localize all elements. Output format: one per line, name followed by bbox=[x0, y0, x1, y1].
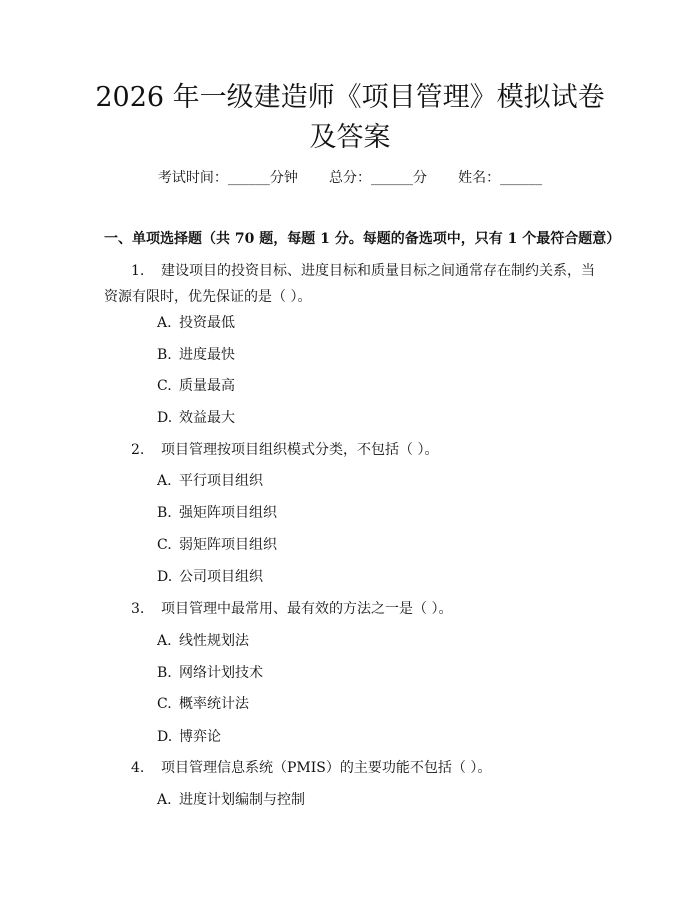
option-text: 强矩阵项目组织 bbox=[179, 505, 277, 521]
total-score-blank: ______ bbox=[371, 170, 413, 186]
option-letter: A. bbox=[157, 792, 172, 808]
exam-info-line bbox=[0, 168, 700, 188]
option-letter: A. bbox=[157, 315, 172, 331]
option-letter: D. bbox=[157, 410, 173, 426]
option-item bbox=[157, 567, 263, 587]
option-item bbox=[157, 471, 263, 491]
page-title: 2026 年一级建造师《项目管理》模拟试卷及答案 bbox=[95, 82, 605, 153]
option-text: 进度最快 bbox=[179, 347, 235, 363]
option-item bbox=[157, 727, 221, 747]
option-letter: C. bbox=[157, 378, 172, 394]
total-score-unit: 分 bbox=[413, 170, 427, 186]
option-letter: C. bbox=[157, 537, 172, 553]
option-text: 弱矩阵项目组织 bbox=[179, 537, 277, 553]
option-letter: D. bbox=[157, 569, 173, 585]
exam-time-blank: ______ bbox=[227, 170, 270, 186]
question-stem bbox=[104, 437, 598, 463]
option-text: 网络计划技术 bbox=[179, 665, 263, 681]
option-letter: A. bbox=[157, 473, 172, 489]
question-stem bbox=[104, 258, 598, 310]
option-text: 概率统计法 bbox=[179, 696, 249, 712]
option-letter: D. bbox=[157, 729, 173, 745]
option-item bbox=[157, 631, 249, 651]
option-item bbox=[157, 694, 249, 714]
option-letter: B. bbox=[157, 665, 172, 681]
total-score-label: 总分： bbox=[329, 170, 371, 186]
option-item bbox=[157, 535, 277, 555]
option-text: 进度计划编制与控制 bbox=[179, 792, 305, 808]
question-text: 项目管理中最常用、最有效的方法之一是（ ）。 bbox=[161, 601, 453, 617]
name-label: 姓名： bbox=[458, 170, 501, 186]
question-number: 1. bbox=[131, 263, 145, 279]
question-stem bbox=[104, 755, 598, 781]
option-text: 线性规划法 bbox=[179, 633, 249, 649]
option-text: 效益最大 bbox=[179, 410, 235, 426]
option-letter: C. bbox=[157, 696, 172, 712]
option-item bbox=[157, 790, 305, 810]
option-item bbox=[157, 376, 235, 396]
name-blank: ______ bbox=[500, 170, 543, 186]
option-item bbox=[157, 503, 277, 523]
option-item bbox=[157, 345, 235, 365]
question-number: 4. bbox=[131, 760, 145, 776]
question-number: 2. bbox=[131, 442, 145, 458]
option-item bbox=[157, 663, 263, 683]
option-text: 投资最低 bbox=[179, 315, 235, 331]
option-letter: A. bbox=[157, 633, 172, 649]
option-item bbox=[157, 408, 235, 428]
question-text: 项目管理按项目组织模式分类，不包括（ ）。 bbox=[161, 442, 439, 458]
question-text: 项目管理信息系统（PMIS）的主要功能不包括（ ）。 bbox=[161, 760, 492, 776]
question-stem bbox=[104, 596, 598, 622]
option-text: 博弈论 bbox=[179, 729, 221, 745]
exam-time-unit: 分钟 bbox=[269, 170, 298, 186]
question-text: 建设项目的投资目标、进度目标和质量目标之间通常存在制约关系，当资源有限时，优先保证的是（ ）。 bbox=[104, 263, 595, 305]
option-text: 平行项目组织 bbox=[179, 473, 263, 489]
option-letter: B. bbox=[157, 347, 172, 363]
option-letter: B. bbox=[157, 505, 172, 521]
option-item bbox=[157, 313, 235, 333]
section-heading: 一、单项选择题（共 70 题，每题 1 分。每题的备选项中，只有 1 个最符合题意） bbox=[104, 231, 621, 247]
question-number: 3. bbox=[131, 601, 145, 617]
exam-time-label: 考试时间： bbox=[157, 170, 228, 186]
option-text: 质量最高 bbox=[179, 378, 235, 394]
option-text: 公司项目组织 bbox=[179, 569, 263, 585]
